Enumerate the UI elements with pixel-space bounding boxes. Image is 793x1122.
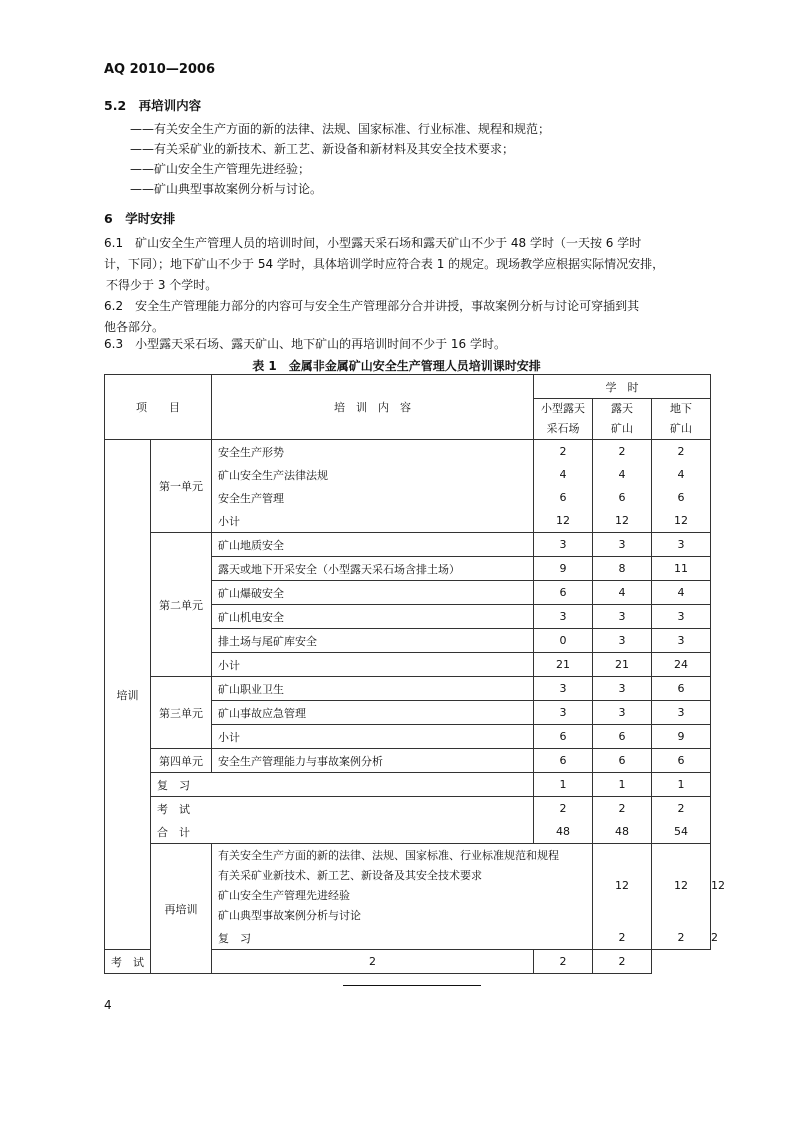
cell-v2: 2 <box>593 797 652 821</box>
cell-v2: 3 <box>593 533 652 557</box>
cell-v1: 0 <box>534 629 593 653</box>
retraining-line: 有关安全生产方面的新的法律、法规、国家标准、行业标准规范和规程 <box>218 849 559 862</box>
cell-v1: 3 <box>534 605 593 629</box>
paragraph-6-2 <box>104 296 704 338</box>
cell-v3: 3 <box>652 533 711 557</box>
cell-v2: 48 <box>593 820 652 844</box>
cell-v1: 2 <box>534 797 593 821</box>
cell-v3: 11 <box>652 557 711 581</box>
header-underground <box>652 399 711 440</box>
header-line: 采石场 <box>546 422 580 435</box>
cell-v1: 2 <box>534 440 593 464</box>
row-content: 矿山事故应急管理 <box>212 701 534 725</box>
cell-v3: 2 <box>593 950 652 974</box>
row-exam: 考 试 <box>151 797 534 821</box>
cell-v1: 3 <box>534 677 593 701</box>
cell-v2: 12 <box>593 509 652 533</box>
section-6-title: 6 学时安排 <box>104 211 176 226</box>
paragraph-line: 计，下同）；地下矿山不少于 54 学时，具体培训学时应符合表 1 的规定。现场教学应根据实际情况安排， <box>104 257 665 271</box>
cell-v2: 4 <box>593 581 652 605</box>
cell-v2: 21 <box>593 653 652 677</box>
table-caption: 表 1 金属非金属矿山安全生产管理人员培训课时安排 <box>252 359 541 373</box>
row-content: 矿山安全生产法律法规 <box>212 463 534 486</box>
cell-v1: 6 <box>534 725 593 749</box>
header-line: 露天 <box>611 402 633 415</box>
table-row <box>105 677 711 701</box>
retraining-item: ——有关安全生产方面的新的法律、法规、国家标准、行业标准、规程和规范； <box>130 122 551 136</box>
row-review: 复 习 <box>151 773 534 797</box>
table-row: 再培训 有关安全生产方面的新的法律、法规、国家标准、行业标准规范和规程 有关采矿业新技术、新工艺、新设备及其安全技术要求 矿山安全生产管理先进经验 矿山典型事故案例分析与讨论 12 12 12 <box>105 844 711 927</box>
cell-v3: 24 <box>652 653 711 677</box>
row-content: 安全生产管理能力与事故案例分析 <box>212 749 534 773</box>
row-content: 矿山地质安全 <box>212 533 534 557</box>
section-5-2-title: 5.2 再培训内容 <box>104 98 202 113</box>
table-row <box>105 950 711 974</box>
paragraph-line: 6.1 矿山安全生产管理人员的培训时间，小型露天采石场和露天矿山不少于 48 学时（一天按 6 学时 <box>104 236 642 250</box>
table-row <box>105 773 711 797</box>
cell-v2: 1 <box>593 773 652 797</box>
header-line: 小型露天 <box>541 402 585 415</box>
cell-v1: 48 <box>534 820 593 844</box>
cell-v3: 4 <box>652 463 711 486</box>
cell-v2: 4 <box>593 463 652 486</box>
cell-v2: 3 <box>593 677 652 701</box>
cell-v1: 3 <box>534 701 593 725</box>
unit-name: 第一单元 <box>151 440 212 533</box>
header-hours: 学 时 <box>534 375 711 399</box>
cell-v3: 54 <box>652 820 711 844</box>
row-total: 合 计 <box>151 820 534 844</box>
page-number: 4 <box>104 998 112 1012</box>
cell-v1: 4 <box>534 463 593 486</box>
retraining-item: ——矿山典型事故案例分析与讨论。 <box>130 182 323 196</box>
cell-v3: 3 <box>652 701 711 725</box>
table-row <box>105 749 711 773</box>
header-small-quarry <box>534 399 593 440</box>
cell-v2: 12 <box>652 844 711 927</box>
header-item: 项 目 <box>105 375 212 440</box>
cell-v2: 8 <box>593 557 652 581</box>
row-content: 露天或地下开采安全（小型露天采石场含排土场） <box>212 557 534 581</box>
cell-v3: 6 <box>652 749 711 773</box>
retraining-item: ——有关采矿业的新技术、新工艺、新设备和新材料及其安全技术要求； <box>130 142 515 156</box>
table-header-row <box>105 375 711 399</box>
cell-v3: 9 <box>652 725 711 749</box>
group-training: 培训 <box>105 440 151 950</box>
row-review: 复 习 <box>212 926 593 950</box>
unit-name: 第三单元 <box>151 677 212 749</box>
cell-v3: 6 <box>652 486 711 509</box>
row-content: 矿山职业卫生 <box>212 677 534 701</box>
cell-v1: 9 <box>534 557 593 581</box>
cell-v1: 2 <box>212 950 534 974</box>
cell-v2: 6 <box>593 486 652 509</box>
cell-v3: 2 <box>652 440 711 464</box>
cell-v1: 6 <box>534 486 593 509</box>
cell-v1: 2 <box>593 926 652 950</box>
cell-v2: 3 <box>593 605 652 629</box>
row-content: 小计 <box>212 653 534 677</box>
row-content: 小计 <box>212 725 534 749</box>
row-content: 矿山机电安全 <box>212 605 534 629</box>
paragraph-line: 6.2 安全生产管理能力部分的内容可与安全生产管理部分合并讲授，事故案例分析与讨论可穿插到其 <box>104 299 640 313</box>
paragraph-line: 他各部分。 <box>104 320 165 334</box>
retraining-line: 矿山安全生产管理先进经验 <box>218 889 350 902</box>
cell-v3: 2 <box>652 797 711 821</box>
table-row <box>105 797 711 821</box>
header-open-pit <box>593 399 652 440</box>
cell-v3: 3 <box>652 629 711 653</box>
row-content: 安全生产形势 <box>212 440 534 464</box>
paragraph-line: 不得少于 3 个学时。 <box>106 278 218 292</box>
cell-v2: 3 <box>593 701 652 725</box>
cell-v1: 3 <box>534 533 593 557</box>
retraining-content <box>212 844 593 927</box>
cell-v2: 6 <box>593 725 652 749</box>
cell-v1: 12 <box>593 844 652 927</box>
paragraph-6-1 <box>104 233 704 296</box>
group-retraining: 再培训 <box>151 844 212 974</box>
retraining-item: ——矿山安全生产管理先进经验； <box>130 162 311 176</box>
table-row <box>105 440 711 464</box>
cell-v1: 1 <box>534 773 593 797</box>
header-line: 地下 <box>670 402 692 415</box>
cell-v2: 2 <box>534 950 593 974</box>
paragraph-6-3: 6.3 小型露天采石场、露天矿山、地下矿山的再培训时间不少于 16 学时。 <box>104 337 506 351</box>
header-line: 矿山 <box>670 422 692 435</box>
retraining-line: 矿山典型事故案例分析与讨论 <box>218 909 361 922</box>
row-content: 安全生产管理 <box>212 486 534 509</box>
cell-v3: 1 <box>652 773 711 797</box>
cell-v1: 6 <box>534 581 593 605</box>
cell-v3: 4 <box>652 581 711 605</box>
cell-v1: 12 <box>534 509 593 533</box>
cell-v3: 3 <box>652 605 711 629</box>
header-content: 培 训 内 容 <box>212 375 534 440</box>
header-line: 矿山 <box>611 422 633 435</box>
row-exam: 考 试 <box>105 950 212 974</box>
table-row <box>105 820 711 844</box>
footer-rule <box>343 985 481 986</box>
training-hours-table <box>104 374 726 974</box>
cell-v1: 6 <box>534 749 593 773</box>
cell-v3: 12 <box>652 509 711 533</box>
cell-v2: 2 <box>652 926 711 950</box>
row-content: 排土场与尾矿库安全 <box>212 629 534 653</box>
cell-v3: 6 <box>652 677 711 701</box>
table-row <box>105 533 711 557</box>
retraining-line: 有关采矿业新技术、新工艺、新设备及其安全技术要求 <box>218 869 482 882</box>
cell-v2: 6 <box>593 749 652 773</box>
row-content: 矿山爆破安全 <box>212 581 534 605</box>
unit-name: 第四单元 <box>151 749 212 773</box>
table-row: 复 习 2 2 2 <box>105 926 711 950</box>
row-content: 小计 <box>212 509 534 533</box>
unit-name: 第二单元 <box>151 533 212 677</box>
cell-v2: 2 <box>593 440 652 464</box>
cell-v2: 3 <box>593 629 652 653</box>
standard-code: AQ 2010—2006 <box>104 62 216 77</box>
cell-v1: 21 <box>534 653 593 677</box>
